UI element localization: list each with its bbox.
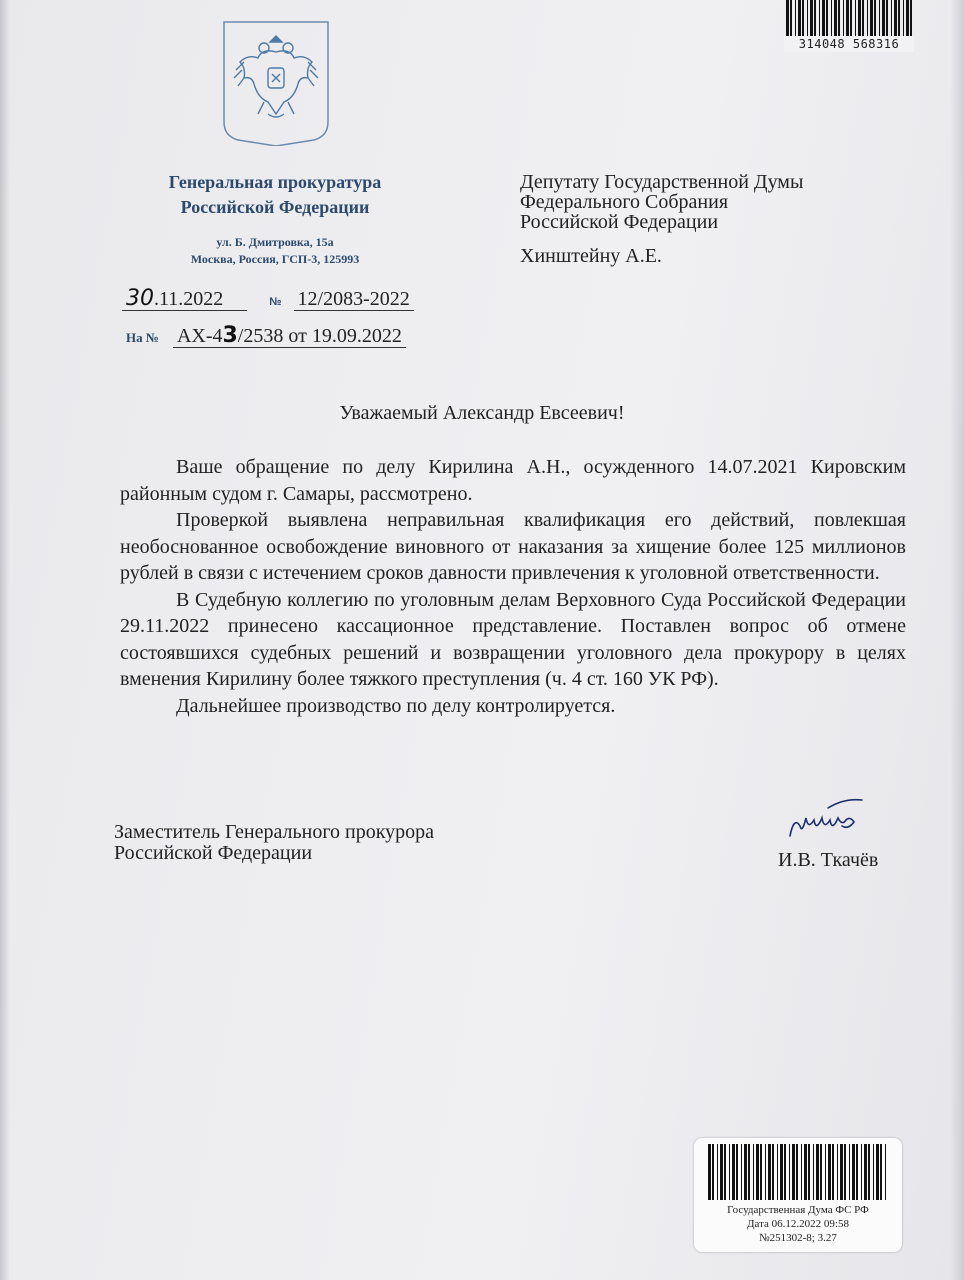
barcode-bar (712, 1144, 714, 1200)
reference-label: На № (126, 330, 159, 345)
barcode-bar (772, 1144, 774, 1200)
barcode-bar (834, 0, 837, 36)
recipient-block (520, 172, 920, 266)
barcode-bar (708, 1144, 711, 1200)
barcode-bar (828, 1144, 831, 1200)
barcode-bar (736, 1144, 738, 1200)
barcode-bar (807, 0, 808, 36)
organization-address (140, 234, 410, 268)
body-paragraph-2: Проверкой выявлена неправильная квалификация его действий, повлекшая необоснованное освобождение виновного от наказания за хищение более 125 миллионов рублей в связи с истечением сроков давности привлечения к уголовной ответственности. (120, 509, 906, 584)
barcode-bar (870, 0, 873, 36)
barcode-bar (744, 1144, 747, 1200)
signatory-title-line-1: Заместитель Генерального прокурора (114, 821, 435, 843)
addr-line-2: Москва, Россия, ГСП-3, 125993 (190, 252, 360, 266)
reference-number (173, 325, 406, 348)
barcode-bar (906, 0, 909, 36)
date-day-handwritten: 30 (126, 286, 154, 311)
barcode-bar (753, 1144, 754, 1200)
barcode-bar (880, 1144, 882, 1200)
barcode-bar (843, 0, 844, 36)
barcode-bar (768, 1144, 771, 1200)
barcode-bar (822, 0, 825, 36)
greeting: Уважаемый Александр Евсеевич! (339, 402, 625, 424)
recipient-line-2: Федерального Собрания (520, 191, 729, 213)
barcode-bar (819, 0, 820, 36)
barcode-bar (789, 1144, 790, 1200)
barcode-bar (873, 1144, 874, 1200)
recipient-line-1: Депутату Государственной Думы (520, 171, 804, 193)
barcode-bar (844, 1144, 846, 1200)
barcode-bar (792, 1144, 795, 1200)
barcode-bar (864, 1144, 867, 1200)
barcode-bar (790, 0, 792, 36)
barcode-bar (801, 1144, 802, 1200)
barcode-bar (820, 1144, 822, 1200)
barcode-bar (802, 0, 804, 36)
barcode-bar (729, 1144, 730, 1200)
ref-handwritten-digit: 3 (222, 323, 238, 348)
page-edge (950, 0, 964, 1280)
org-line-1: Генеральная прокуратура (168, 172, 382, 192)
ref-suffix: /2538 от 19.09.2022 (237, 325, 402, 347)
barcode-bar (903, 0, 904, 36)
barcode-bar (808, 1144, 810, 1200)
reference-line (126, 323, 406, 348)
barcode-bar (891, 0, 892, 36)
barcode-bar (867, 0, 868, 36)
sticker-line-3: №251302-8; 3.27 (759, 1232, 837, 1244)
barcode-bar (756, 1144, 759, 1200)
barcode-bar (760, 1144, 762, 1200)
barcode-bar (855, 0, 856, 36)
barcode-bar (837, 1144, 838, 1200)
barcode-bar (814, 0, 816, 36)
registration-date-number (122, 286, 414, 311)
barcode-bar (784, 1144, 786, 1200)
barcode-bar (741, 1144, 742, 1200)
barcode-bar (810, 0, 813, 36)
barcode-bar (838, 0, 840, 36)
registration-number: 12/2083-2022 (294, 288, 414, 311)
date-rest: .11.2022 (154, 288, 224, 310)
barcode-bar (831, 0, 832, 36)
barcode-bar (874, 0, 876, 36)
ref-prefix: АХ-4 (176, 325, 223, 347)
barcode-bar (717, 1144, 718, 1200)
barcode-bar (798, 0, 801, 36)
coat-of-arms-emblem (218, 18, 334, 146)
barcode-bar (861, 1144, 862, 1200)
barcode-bar (732, 1144, 735, 1200)
sticker-line-1: Государственная Дума ФС РФ (727, 1204, 869, 1216)
barcode-bar (910, 0, 912, 36)
barcode-bar (816, 1144, 819, 1200)
recipient-name: Хинштейну А.Е. (520, 245, 662, 267)
barcode-bar (894, 0, 897, 36)
organization-name (110, 170, 440, 220)
barcode-bar (862, 0, 864, 36)
barcode-top (784, 0, 914, 52)
registration-sticker (694, 1138, 902, 1252)
body-paragraph-3: В Судебную коллегию по уголовным делам Верховного Суда Российской Федерации 29.11.2022 принесено кассационное представление. Поставлен вопрос об отмене состоявшихся судебных решений и возвращении уголовного дела прокурору в целях вменения Кирилину более тяжкого преступления (ч. 4 ст. 160 УК РФ). (120, 588, 906, 690)
signatory-name: И.В. Ткачёв (778, 849, 879, 871)
barcode-bar (765, 1144, 766, 1200)
barcode-bar (856, 1144, 858, 1200)
barcode-bar (825, 1144, 826, 1200)
barcode-bar (724, 1144, 726, 1200)
barcode-bar (780, 1144, 783, 1200)
handwritten-signature (784, 796, 866, 850)
barcode-bar (777, 1144, 778, 1200)
barcode-bar (804, 1144, 807, 1200)
sticker-barcode (706, 1144, 890, 1202)
barcode-bar (795, 0, 796, 36)
body-paragraph-1: Ваше обращение по делу Кирилина А.Н., осужденного 14.07.2021 Кировским районным судом г. Самары, рассмотрено. (120, 456, 906, 505)
barcode-bar (879, 0, 880, 36)
barcode-bar (832, 1144, 834, 1200)
barcode-bar (786, 0, 789, 36)
barcode-bar (876, 1144, 879, 1200)
signatory-title-line-2: Российской Федерации (114, 842, 313, 864)
number-sign: № (269, 296, 282, 308)
barcode-bar (840, 1144, 843, 1200)
barcode-bar (858, 0, 861, 36)
barcode-bar (898, 0, 900, 36)
body-paragraph-4: Дальнейшее производство по делу контролируется. (176, 694, 616, 717)
letter-body (120, 454, 906, 719)
signatory-title (114, 822, 534, 864)
barcode-bar (868, 1144, 870, 1200)
sticker-line-2: Дата 06.12.2022 09:58 (747, 1218, 849, 1230)
barcode-bar (852, 1144, 855, 1200)
barcode-bar (882, 0, 885, 36)
addr-line-1: ул. Б. Дмитровка, 15а (216, 235, 334, 249)
barcode-bar (886, 0, 888, 36)
recipient-line-3: Российской Федерации (520, 211, 719, 233)
barcode-bar (826, 0, 828, 36)
barcode-bar (748, 1144, 750, 1200)
barcode-bar (796, 1144, 798, 1200)
barcode-bar (813, 1144, 814, 1200)
barcode-top-bars (784, 0, 914, 38)
registration-date (122, 288, 247, 311)
barcode-bar (850, 0, 852, 36)
page-shadow (0, 0, 10, 1280)
barcode-bar (885, 1144, 886, 1200)
barcode-bar (849, 1144, 850, 1200)
barcode-bar (720, 1144, 723, 1200)
barcode-bar (846, 0, 849, 36)
org-line-2: Российской Федерации (180, 197, 370, 217)
barcode-top-number: 314048 568316 (784, 36, 914, 52)
